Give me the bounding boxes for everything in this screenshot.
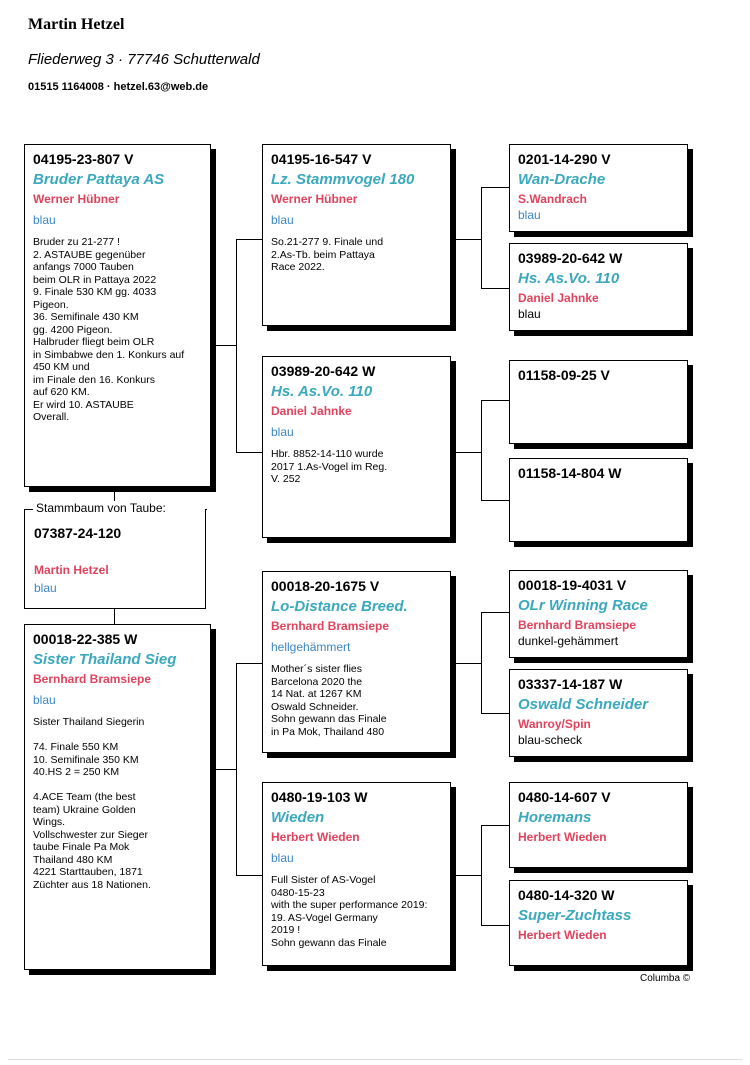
- breeder-name: Werner Hübner: [33, 192, 120, 206]
- pigeon-name: Horemans: [518, 809, 592, 826]
- plumage-color: dunkel-gehämmert: [518, 634, 619, 648]
- performance-note: Sister Thailand Siegerin 74. Finale 550 KM 10. Semifinale 350 KM 40.HS 2 = 250 KM 4.ACE Team (the best team) Ukraine Golden Wings. Vollschwester zur Sieger taube Finale Pa Mok Thailand 480 KM 4221 Starttauben, 1871 Züchter aus 18 Nationen.: [33, 716, 151, 891]
- owner-contact: 01515 1164008 · hetzel.63@web.de: [28, 81, 209, 93]
- ring-number: 00018-19-4031 V: [518, 577, 627, 593]
- breeder-name: Bernhard Bramsiepe: [33, 672, 152, 686]
- ring-number: 03989-20-642 W: [518, 250, 623, 266]
- breeder-name: Wanroy/Spin: [518, 717, 591, 731]
- connector-line: [481, 288, 509, 289]
- connector-line: [211, 769, 236, 770]
- pigeon-card-ffm[interactable]: [509, 243, 688, 331]
- owner-address: Fliederweg 3 · 77746 Schutterwald: [28, 51, 260, 68]
- performance-note: Mother´s sister flies Barcelona 2020 the 14 Nat. at 1267 KM Oswald Schneider. Sohn gewann das Finale in Pa Mok, Thailand 480: [271, 663, 387, 738]
- plumage-color: blau: [33, 213, 56, 227]
- pigeon-name: Bruder Pattaya AS: [33, 171, 165, 188]
- plumage-color: blau: [518, 208, 541, 222]
- breeder-name: Bernhard Bramsiepe: [271, 619, 390, 633]
- pigeon-card-mother-dam[interactable]: [262, 782, 451, 966]
- pigeon-card-fmf[interactable]: [509, 360, 688, 444]
- plumage-color: blau: [271, 425, 294, 439]
- connector-line: [451, 875, 481, 876]
- pedigree-title: Stammbaum von Taube:: [36, 501, 166, 515]
- ring-number: 01158-14-804 W: [518, 465, 622, 481]
- connector-line: [236, 239, 262, 240]
- subject-owner: Martin Hetzel: [34, 563, 109, 577]
- ring-number: 0480-14-320 W: [518, 887, 615, 903]
- connector-line: [451, 239, 481, 240]
- performance-note: Bruder zu 21-277 ! 2. ASTAUBE gegenüber anfangs 7000 Tauben beim OLR in Pattaya 2022 9. Finale 530 KM gg. 4033 Pigeon. 36. Semifinale 430 KM gg. 4200 Pigeon. Halbruder fliegt beim OLR in Simbabwe den 1. Konkurs auf 450 KM und im Finale den 16. Konkurs auf 620 KM. Er wird 10. ASTAUBE Overall.: [33, 236, 185, 423]
- breeder-name: Daniel Jahnke: [271, 404, 352, 418]
- connector-line: [481, 187, 509, 188]
- connector-line: [481, 500, 509, 501]
- pigeon-name: Wan-Drache: [518, 171, 606, 188]
- breeder-name: Herbert Wieden: [518, 830, 607, 844]
- connector-line: [451, 663, 481, 664]
- pigeon-name: Hs. As.Vo. 110: [518, 270, 620, 287]
- ring-number: 00018-20-1675 V: [271, 578, 380, 594]
- breeder-name: Werner Hübner: [271, 192, 358, 206]
- breeder-name: Daniel Jahnke: [518, 291, 599, 305]
- pigeon-card-fff[interactable]: [509, 144, 688, 232]
- owner-name: Martin Hetzel: [28, 16, 125, 33]
- pigeon-card-mother[interactable]: [24, 624, 211, 970]
- ring-number: 04195-16-547 V: [271, 151, 372, 167]
- software-credit: Columba ©: [640, 973, 691, 984]
- pigeon-name: Lo-Distance Breed.: [271, 598, 408, 615]
- connector-line: [451, 452, 481, 453]
- performance-note: Hbr. 8852-14-110 wurde 2017 1.As-Vogel im Reg. V. 252: [271, 448, 388, 485]
- pigeon-card-father-sire[interactable]: [262, 144, 451, 326]
- pigeon-card-fmm[interactable]: [509, 458, 688, 542]
- pigeon-card-mother-sire[interactable]: [262, 571, 451, 753]
- connector-line: [236, 452, 262, 453]
- connector-line: [236, 239, 237, 452]
- plumage-color: blau: [518, 307, 541, 321]
- connector-line: [481, 187, 482, 288]
- breeder-name: S.Wandrach: [518, 192, 587, 206]
- plumage-color: blau-scheck: [518, 733, 583, 747]
- pigeon-card-mmf[interactable]: [509, 782, 688, 868]
- pigeon-card-mff[interactable]: [509, 570, 688, 658]
- connector-line: [236, 663, 237, 875]
- connector-line: [481, 713, 509, 714]
- connector-line: [481, 612, 482, 713]
- pigeon-name: Super-Zuchtass: [518, 907, 632, 924]
- ring-number: 03989-20-642 W: [271, 363, 376, 379]
- ring-number: 03337-14-187 W: [518, 676, 623, 692]
- connector-line: [211, 345, 236, 346]
- connector-line: [481, 925, 509, 926]
- breeder-name: Herbert Wieden: [518, 928, 607, 942]
- subject-color: blau: [34, 581, 57, 595]
- performance-note: So.21-277 9. Finale und 2.As-Tb. beim Pattaya Race 2022.: [271, 236, 384, 273]
- subject-ring-number: 07387-24-120: [34, 525, 122, 541]
- ring-number: 01158-09-25 V: [518, 367, 610, 383]
- pigeon-name: Wieden: [271, 809, 325, 826]
- pigeon-card-mfm[interactable]: [509, 669, 688, 757]
- connector-line: [236, 875, 262, 876]
- pigeon-card-father[interactable]: [24, 144, 211, 487]
- plumage-color: blau: [271, 851, 294, 865]
- page-divider: [8, 1059, 742, 1060]
- ring-number: 04195-23-807 V: [33, 151, 134, 167]
- connector-line: [114, 609, 115, 624]
- breeder-name: Bernhard Bramsiepe: [518, 618, 637, 632]
- pigeon-name: Oswald Schneider: [518, 696, 649, 713]
- plumage-color: hellgehämmert: [271, 640, 351, 654]
- ring-number: 0201-14-290 V: [518, 151, 611, 167]
- performance-note: Full Sister of AS-Vogel 0480-15-23 with the super performance 2019: 19. AS-Vogel Germany 2019 ! Sohn gewann das Finale: [271, 874, 428, 949]
- pigeon-name: Sister Thailand Sieg: [33, 651, 177, 668]
- pigeon-name: Lz. Stammvogel 180: [271, 171, 415, 188]
- pigeon-name: Hs. As.Vo. 110: [271, 383, 373, 400]
- breeder-name: Herbert Wieden: [271, 830, 360, 844]
- ring-number: 0480-14-607 V: [518, 789, 611, 805]
- pigeon-card-mmm[interactable]: [509, 880, 688, 966]
- connector-line: [481, 612, 509, 613]
- plumage-color: blau: [271, 213, 294, 227]
- connector-line: [481, 825, 482, 925]
- plumage-color: blau: [33, 693, 56, 707]
- connector-line: [481, 825, 509, 826]
- pigeon-card-father-dam[interactable]: [262, 356, 451, 538]
- ring-number: 0480-19-103 W: [271, 789, 368, 805]
- connector-line: [236, 663, 262, 664]
- ring-number: 00018-22-385 W: [33, 631, 138, 647]
- pigeon-name: OLr Winning Race: [518, 597, 648, 614]
- connector-line: [481, 400, 482, 500]
- connector-line: [481, 400, 509, 401]
